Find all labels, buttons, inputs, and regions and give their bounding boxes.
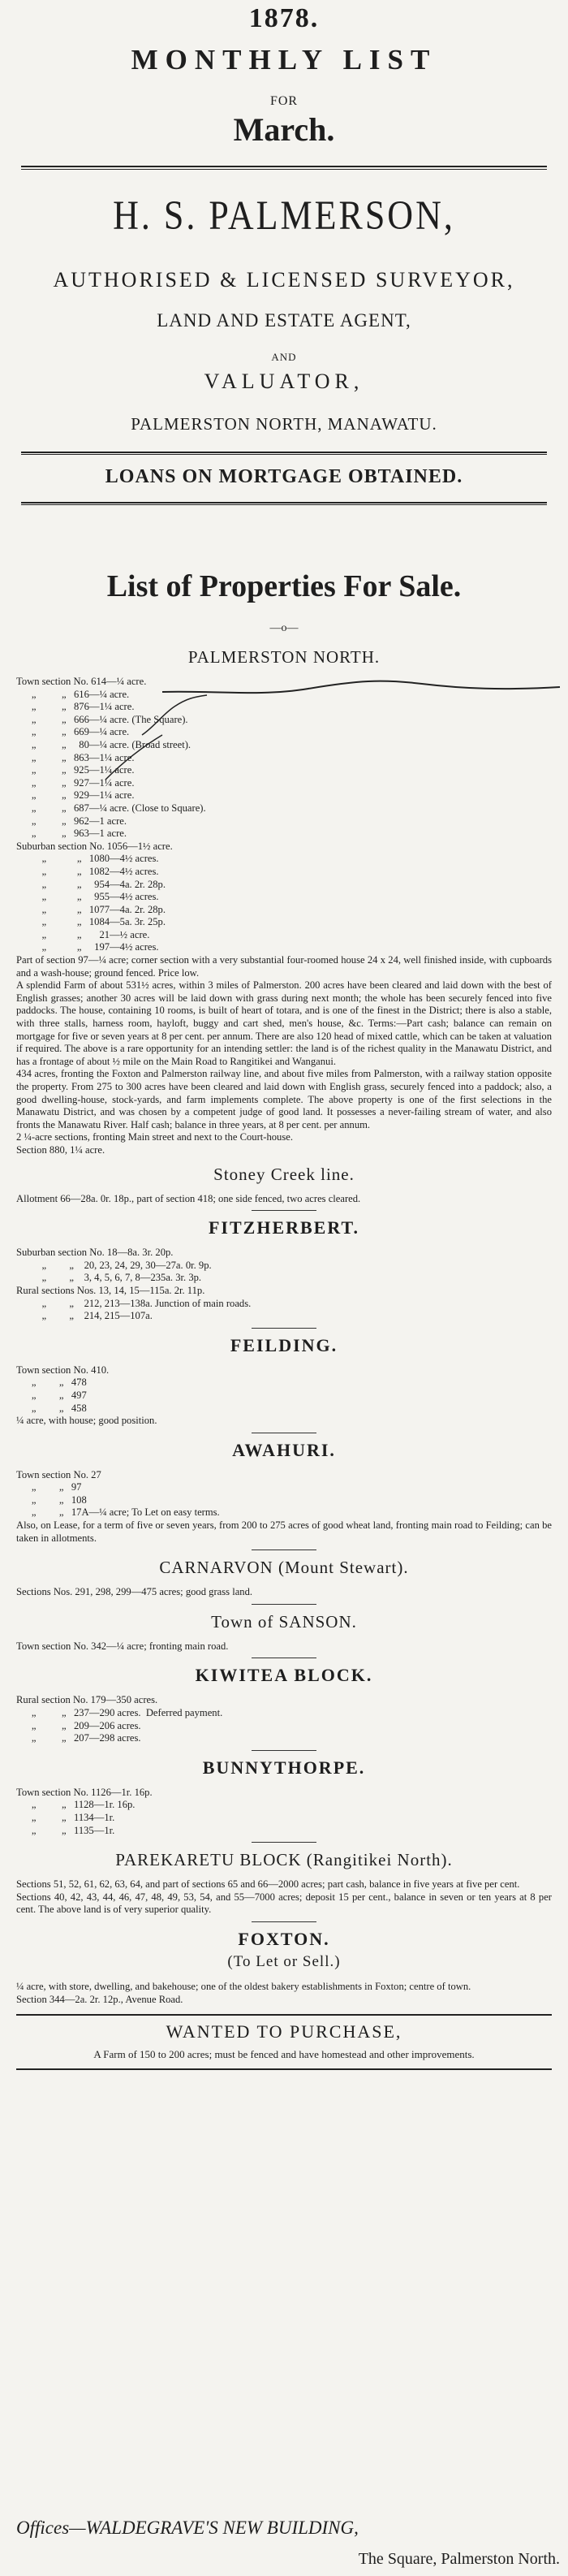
divider <box>21 166 547 167</box>
separator <box>252 1549 316 1550</box>
wanted-text: A Farm of 150 to 200 acres; must be fenced and have homestead and other improvements. <box>93 2047 475 2060</box>
section-heading-palmerston: PALMERSTON NORTH. <box>187 647 381 667</box>
listing-line: „ „ 80—¼ acre. (Broad street). <box>16 738 191 750</box>
listing-paragraph: Section 344—2a. 2r. 12p., Avenue Road. <box>16 1993 183 2005</box>
agent-name: H. S. PALMERSON, <box>113 192 455 239</box>
listing-line: „ „ 458 <box>16 1402 87 1414</box>
listing-line: Town section No. 27 <box>16 1468 101 1480</box>
separator <box>252 1328 316 1329</box>
listing-paragraph: Part of section 97—¼ acre; corner section with a very substantial four-roomed house 24 x 24, well finished inside, with cupboards and a wash-house; ground fenced. Price low. <box>16 954 552 979</box>
listing-line: „ „ 1084—5a. 3r. 25p. <box>16 916 166 928</box>
agent-land-estate: LAND AND ESTATE AGENT, <box>157 310 411 331</box>
properties-title: List of Properties For Sale. <box>106 569 462 603</box>
listing-paragraph: Also, on Lease, for a term of five or seven years, from 200 to 275 acres of good wheat land, fronting main road to Feilding; can be taken in allotments. <box>16 1519 552 1544</box>
listing-paragraph: Sections Nos. 291, 298, 299—475 acres; good grass land. <box>16 1586 253 1598</box>
offices-address: Offices—WALDEGRAVE'S NEW BUILDING, <box>16 2518 359 2538</box>
list-title-banner: MONTHLY LIST <box>131 44 437 76</box>
listing-paragraph: Section 880, 1¼ acre. <box>16 1143 105 1156</box>
listing-line: „ „ 955—4½ acres. <box>16 891 159 903</box>
section-heading-fitzherbert: FITZHERBERT. <box>208 1217 360 1238</box>
agent-title: AUTHORISED & LICENSED SURVEYOR, <box>53 268 515 292</box>
listing-line: „ „ 1128—1r. 16p. <box>16 1799 136 1811</box>
listing-line: „ „ 1134—1r. <box>16 1812 115 1823</box>
listing-line: „ „ 197—4½ acres. <box>16 941 159 953</box>
section-heading-carnarvon: CARNARVON (Mount Stewart). <box>159 1558 409 1578</box>
listing-line: „ „ 954—4a. 2r. 28p. <box>16 878 166 890</box>
listing-line: „ „ 963—1 acre. <box>16 828 127 840</box>
listing-paragraph: A splendid Farm of about 531½ acres, within 3 miles of Palmerston. 200 acres have been cleared and laid down with the best of English grasses; another 30 acres will be laid down with grass during next month; the whole has been securely fenced into five paddocks. The house, containing 10 rooms, is built of heart of totara, and is one of the finest in the District; there is also a stable, with three stalls, harness room, hayloft, buggy and cart shed, men's house, &c. Terms:—Part cash; balance can remain on mortgage for five or seven years at 8 per cent. per annum. There are also 120 head of mixed cattle, which can be taken at valuation if required. The above is a rare opportunity for an intending settler: the land is of the richest quality in the Manawatu District, and has a frontage of about ½ mile on the Main Road to Rangitikei and Wanganui. <box>16 979 552 1067</box>
listing-paragraph: Sections 40, 42, 43, 44, 46, 47, 48, 49, 53, 54, and 55—7000 acres; deposit 15 per cent., balance in seven or ten years at 8 per cent. The above land is of very superior quality. <box>16 1891 552 1916</box>
month: March. <box>233 111 335 148</box>
separator <box>252 1750 316 1751</box>
listing-line: „ „ 687—¼ acre. (Close to Square). <box>16 802 206 814</box>
palmerston-lines <box>16 676 552 954</box>
listing-line: „ „ 666—¼ acre. (The Square). <box>16 713 188 725</box>
listing-line: „ „ 925—1¼ acre. <box>16 764 135 776</box>
listing-line: „ „ 21—½ acre. <box>16 928 150 940</box>
listing-line: „ „ 212, 213—138a. Junction of main roads. <box>16 1297 252 1309</box>
listing-line: „ „ 478 <box>16 1377 87 1389</box>
for-word: FOR <box>269 94 299 108</box>
listing-line: Rural section No. 179—350 acres. <box>16 1694 158 1706</box>
listing-line: „ „ 108 <box>16 1493 87 1506</box>
listing-line: „ „ 207—298 acres. <box>16 1732 141 1744</box>
listing-line: ¼ acre, with house; good position. <box>16 1415 157 1427</box>
listing-line: „ „ 616—¼ acre. <box>16 688 130 700</box>
listing-paragraph: Town section No. 342—¼ acre; fronting main road. <box>16 1640 229 1652</box>
listing-paragraph: Sections 51, 52, 61, 62, 63, 64, and part of sections 65 and 66—2000 acres; part cash, balance in five years at five per cent. <box>16 1878 520 1891</box>
listing-paragraph: 2 ¼-acre sections, fronting Main street and next to the Court-house. <box>16 1131 293 1143</box>
listing-line: „ „ 497 <box>16 1389 87 1401</box>
divider <box>21 169 547 170</box>
separator <box>252 1921 316 1922</box>
listing-paragraph: Allotment 66—28a. 0r. 18p., part of section 418; one side fenced, two acres cleared. <box>16 1192 361 1204</box>
listing-line: „ „ 97 <box>16 1481 82 1493</box>
divider <box>16 2014 552 2016</box>
listing-line: „ „ 1082—4½ acres. <box>16 865 159 877</box>
listing-line: „ „ 863—1¼ acre. <box>16 751 135 763</box>
separator <box>252 1842 316 1843</box>
listing-line: „ „ 927—1¼ acre. <box>16 776 135 789</box>
listing-line: „ „ 17A—¼ acre; To Let on easy terms. <box>16 1506 220 1519</box>
wanted-heading: WANTED TO PURCHASE, <box>166 2021 402 2042</box>
divider <box>21 452 547 453</box>
offices-line <box>16 2518 552 2539</box>
listing-line: „ „ 962—1 acre. <box>16 815 127 827</box>
agent-address: PALMERSTON NORTH, MANAWATU. <box>131 414 437 434</box>
year: 1878. <box>248 3 320 33</box>
offices-location: The Square, Palmerston North. <box>358 2550 560 2568</box>
section-heading-foxton: FOXTON. <box>238 1928 330 1949</box>
section-heading-feilding: FEILDING. <box>230 1334 338 1355</box>
and-word: AND <box>271 351 297 363</box>
section-heading-awahuri: AWAHURI. <box>232 1439 336 1460</box>
listing-line: „ „ 669—¼ acre. <box>16 726 130 738</box>
listing-line: „ „ 1080—4½ acres. <box>16 853 159 865</box>
agent-valuator: VALUATOR, <box>204 370 364 393</box>
section-heading-kiwitea: KIWITEA BLOCK. <box>195 1665 373 1686</box>
listings-body <box>16 640 552 2078</box>
listing-paragraph: ¼ acre, with store, dwelling, and bakehouse; one of the oldest bakery establishments in Foxton; centre of town. <box>16 1980 471 1992</box>
listing-line: „ „ 929—1¼ acre. <box>16 789 135 802</box>
listing-line: „ „ 1135—1r. <box>16 1824 115 1836</box>
listing-line: Town section No. 410. <box>16 1364 110 1376</box>
listing-line: „ „ 209—206 acres. <box>16 1719 141 1731</box>
section-heading-sanson: Town of SANSON. <box>211 1611 357 1632</box>
listing-line: „ „ 3, 4, 5, 6, 7, 8—235a. 3r. 3p. <box>16 1272 202 1284</box>
foxton-subheading: (To Let or Sell.) <box>227 1952 341 1970</box>
listing-line: Suburban section No. 1056—1½ acre. <box>16 840 173 852</box>
listing-line: Town section No. 1126—1r. 16p. <box>16 1786 153 1798</box>
divider <box>21 454 547 455</box>
separator <box>252 1210 316 1211</box>
section-heading-bunnythorpe: BUNNYTHORPE. <box>202 1757 366 1778</box>
ornament: —o— <box>269 622 299 634</box>
listing-line: „ „ 1077—4a. 2r. 28p. <box>16 903 166 915</box>
divider <box>16 2068 552 2070</box>
listing-line: „ „ 876—1¼ acre. <box>16 701 135 713</box>
listing-line: „ „ 20, 23, 24, 29, 30—27a. 0r. 9p. <box>16 1259 212 1271</box>
section-heading-stoney-creek: Stoney Creek line. <box>213 1164 355 1184</box>
listing-line: „ „ 237—290 acres. Deferred payment. <box>16 1707 223 1719</box>
listing-line: Rural sections Nos. 13, 14, 15—115a. 2r. 11p. <box>16 1284 205 1296</box>
listing-line: „ „ 214, 215—107a. <box>16 1310 153 1322</box>
divider <box>21 502 547 504</box>
separator <box>252 1604 316 1605</box>
listing-line: Town section No. 614—¼ acre. <box>16 676 147 687</box>
section-heading-parekaretu: PAREKARETU BLOCK (Rangitikei North). <box>115 1850 453 1870</box>
divider <box>21 504 547 505</box>
loans-notice: LOANS ON MORTGAGE OBTAINED. <box>105 466 463 487</box>
listing-paragraph: 434 acres, fronting the Foxton and Palmerston railway line, and about five miles from Palmerston, with a railway station opposite the property. From 275 to 300 acres have been cleared and laid down with English grass, securely fenced into a paddock; also, a good dwelling-house, stock-yards, and farm implements complete. The above property is one of the first selections in the Manawatu District, and was chosen by a competent judge of good land. It possesses a never-failing stream of water, and also fronts the Manawatu River. Half cash; balance in three years, at 8 per cent. per annum. <box>16 1068 552 1130</box>
listing-line: Suburban section No. 18—8a. 3r. 20p. <box>16 1247 174 1259</box>
